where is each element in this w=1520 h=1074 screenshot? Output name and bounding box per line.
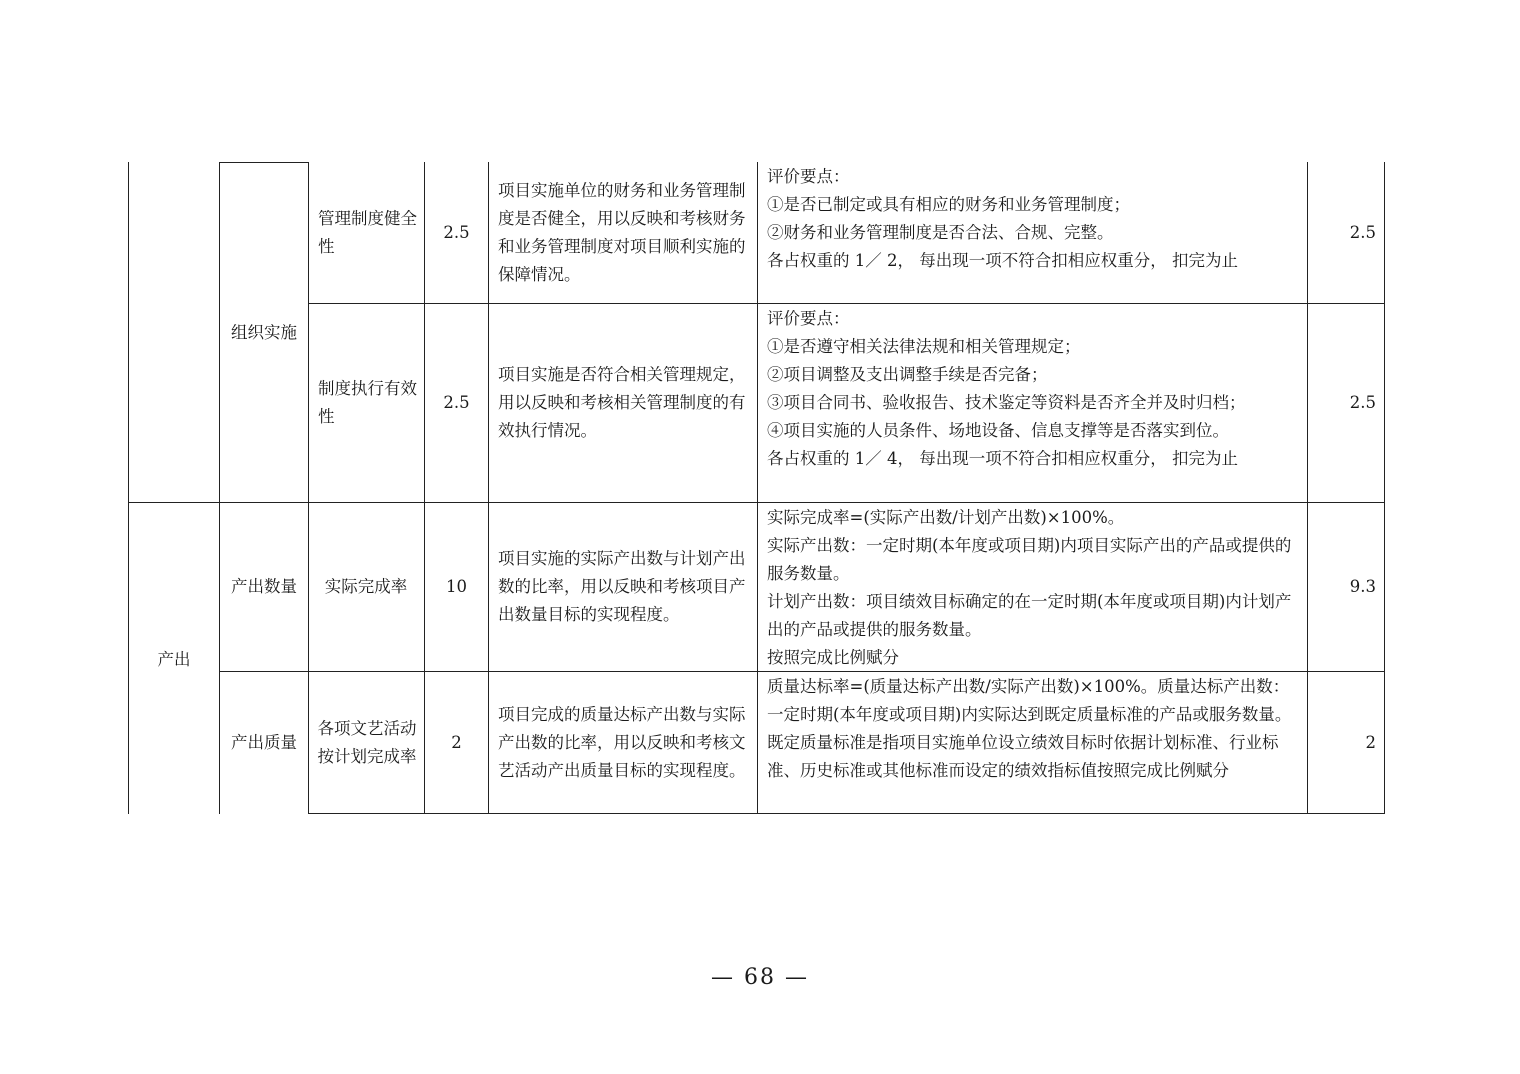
table-border xyxy=(219,162,309,163)
score-cell: 9.3 xyxy=(1349,577,1376,596)
description-cell: 项目实施是否符合相关管理规定，用以反映和考核相关管理制度的有效执行情况。 xyxy=(498,365,746,440)
weight-cell: 10 xyxy=(446,577,467,596)
score-cell: 2 xyxy=(1365,733,1376,752)
description-cell: 项目实施单位的财务和业务管理制度是否健全，用以反映和考核财务和业务管理制度对项目顺利实施的保障情况。 xyxy=(498,181,746,284)
criteria-cell: 质量达标率=(质量达标产出数/实际产出数)×100%。质量达标产出数：一定时期(本年度或项目期)内实际达到既定质量标准的产品或服务数量。既定质量标准是指项目实施单位设立绩效目标时依据计划标准、行业标准、历史标准或其他标准而设定的绩效指标值按照完成比例赋分 xyxy=(767,677,1292,780)
table-border xyxy=(1384,162,1385,814)
weight-cell: 2.5 xyxy=(443,223,470,242)
indicator-cell: 管理制度健全性 xyxy=(318,209,417,256)
score-cell: 2.5 xyxy=(1349,393,1376,412)
description-cell: 项目完成的质量达标产出数与实际产出数的比率，用以反映和考核文艺活动产出质量目标的实现程度。 xyxy=(498,705,746,780)
level2-cell-org: 组织实施 xyxy=(231,323,297,342)
indicator-cell: 制度执行有效性 xyxy=(318,379,417,426)
criteria-cell: 评价要点： ①是否已制定或具有相应的财务和业务管理制度； ②财务和业务管理制度是否合法、合规、完整。 各占权重的 1／ 2， 每出现一项不符合扣相应权重分， 扣完为止 xyxy=(767,167,1238,270)
table-border xyxy=(488,162,489,814)
criteria-cell: 实际完成率=(实际产出数/计划产出数)×100%。 实际产出数：一定时期(本年度或项目期)内项目实际产出的产品或提供的服务数量。 计划产出数：项目绩效目标确定的在一定时期(本年度或项目期)内计划产出的产品或提供的服务数量。 按照完成比例赋分 xyxy=(767,508,1292,667)
page-number: — 68 — xyxy=(711,965,809,990)
description-cell: 项目实施的实际产出数与计划产出数的比率，用以反映和考核项目产出数量目标的实现程度。 xyxy=(498,549,746,624)
weight-cell: 2 xyxy=(451,733,462,752)
level2-cell-quantity: 产出数量 xyxy=(231,577,297,596)
table-border xyxy=(757,162,758,814)
level1-cell-output: 产出 xyxy=(157,649,191,669)
indicator-cell: 实际完成率 xyxy=(324,577,408,596)
score-cell: 2.5 xyxy=(1349,223,1376,242)
weight-cell: 2.5 xyxy=(443,393,470,412)
table-border xyxy=(308,162,309,814)
level2-cell-quality: 产出质量 xyxy=(231,733,297,752)
table-border xyxy=(219,162,220,814)
indicator-cell: 各项文艺活动按计划完成率 xyxy=(317,719,417,766)
criteria-cell: 评价要点： ①是否遵守相关法律法规和相关管理规定； ②项目调整及支出调整手续是否完备； ③项目合同书、验收报告、技术鉴定等资料是否齐全并及时归档； ④项目实施的人员条件、场地设备、信息支撑等是否落实到位。 各占权重的 1／ 4， 每出现一项不符合扣相应权重分， 扣完为止 xyxy=(767,309,1246,468)
